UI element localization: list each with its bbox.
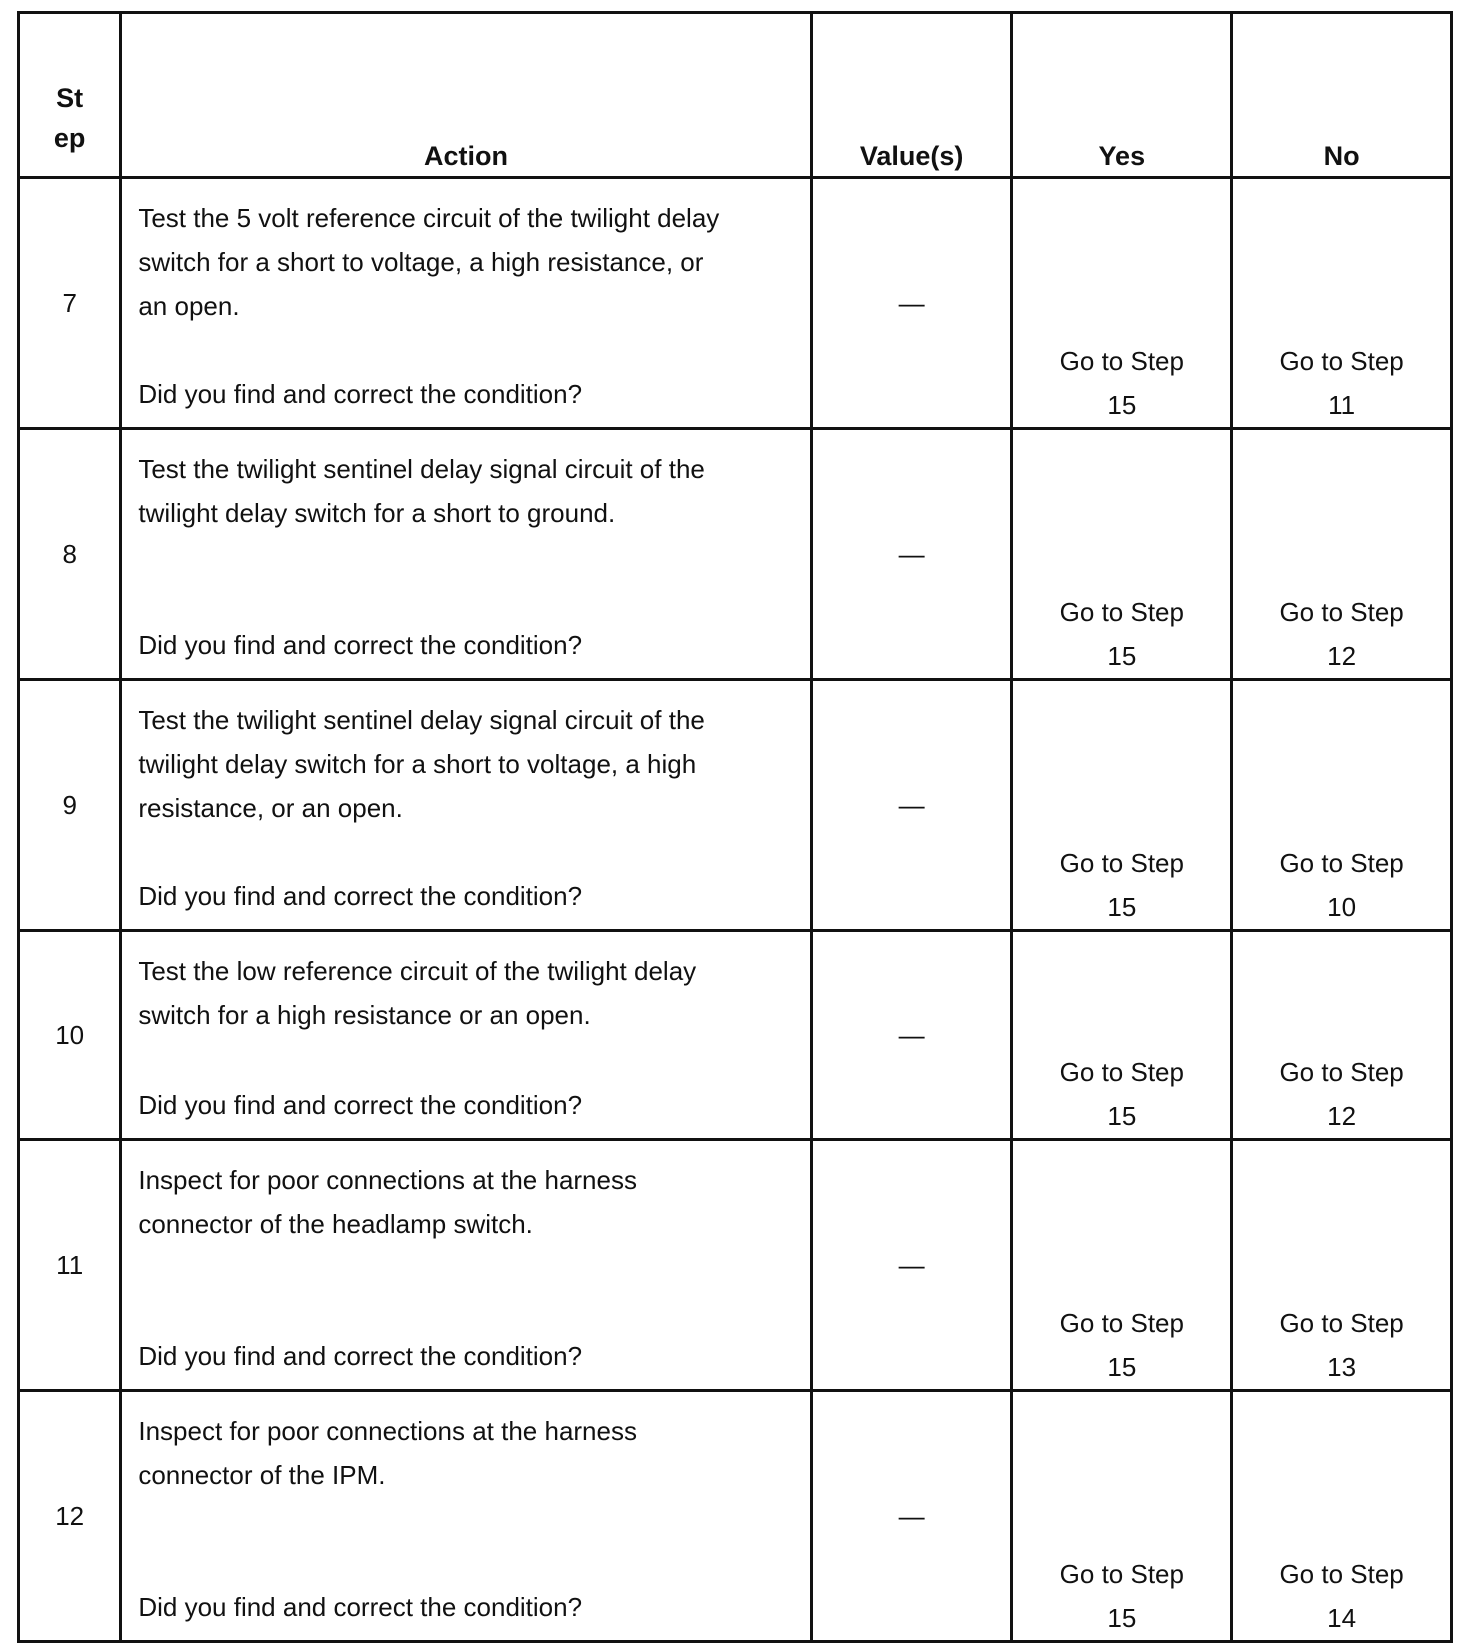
action-instruction: Inspect for poor connections at the harness connector of the headlamp switch. bbox=[138, 1165, 637, 1239]
action-instruction: Inspect for poor connections at the harness connector of the IPM. bbox=[138, 1416, 637, 1490]
action-question: Did you find and correct the condition? bbox=[138, 881, 583, 911]
header-step-line1: St bbox=[56, 83, 84, 113]
yes-label: Go to Step bbox=[1059, 1308, 1184, 1338]
value-cell: — bbox=[811, 429, 1012, 680]
yes-step: 15 bbox=[1107, 892, 1137, 922]
diagnostic-table bbox=[17, 11, 1453, 1643]
action-question: Did you find and correct the condition? bbox=[138, 1090, 583, 1120]
yes-label: Go to Step bbox=[1059, 848, 1184, 878]
no-cell bbox=[1232, 429, 1452, 680]
header-no: No bbox=[1232, 13, 1452, 178]
yes-cell bbox=[1012, 1391, 1232, 1642]
step-number: 7 bbox=[19, 178, 121, 429]
header-action: Action bbox=[121, 13, 811, 178]
action-cell bbox=[121, 429, 811, 680]
action-cell bbox=[121, 1391, 811, 1642]
action-cell bbox=[121, 178, 811, 429]
yes-label: Go to Step bbox=[1059, 597, 1184, 627]
no-cell bbox=[1232, 680, 1452, 931]
header-yes: Yes bbox=[1012, 13, 1232, 178]
no-step: 10 bbox=[1327, 892, 1357, 922]
header-row bbox=[19, 13, 1452, 178]
no-label: Go to Step bbox=[1279, 1559, 1404, 1589]
yes-label: Go to Step bbox=[1059, 1057, 1184, 1087]
yes-cell bbox=[1012, 1140, 1232, 1391]
value-cell: — bbox=[811, 931, 1012, 1140]
yes-cell bbox=[1012, 178, 1232, 429]
value-cell: — bbox=[811, 178, 1012, 429]
no-label: Go to Step bbox=[1279, 1308, 1404, 1338]
header-step bbox=[19, 13, 121, 178]
table-row bbox=[19, 1391, 1452, 1642]
action-question: Did you find and correct the condition? bbox=[138, 630, 583, 660]
action-cell bbox=[121, 1140, 811, 1391]
yes-label: Go to Step bbox=[1059, 346, 1184, 376]
step-number: 11 bbox=[19, 1140, 121, 1391]
no-label: Go to Step bbox=[1279, 346, 1404, 376]
step-number: 12 bbox=[19, 1391, 121, 1642]
value-cell: — bbox=[811, 1391, 1012, 1642]
action-cell bbox=[121, 931, 811, 1140]
table-row bbox=[19, 1140, 1452, 1391]
no-cell bbox=[1232, 178, 1452, 429]
no-step: 12 bbox=[1327, 641, 1357, 671]
yes-step: 15 bbox=[1107, 1603, 1137, 1633]
no-label: Go to Step bbox=[1279, 1057, 1404, 1087]
no-label: Go to Step bbox=[1279, 848, 1404, 878]
action-instruction: Test the low reference circuit of the twilight delay switch for a high resistance or an open. bbox=[138, 956, 697, 1030]
action-cell bbox=[121, 680, 811, 931]
yes-cell bbox=[1012, 429, 1232, 680]
no-step: 12 bbox=[1327, 1101, 1357, 1131]
step-number: 10 bbox=[19, 931, 121, 1140]
table-row bbox=[19, 178, 1452, 429]
action-question: Did you find and correct the condition? bbox=[138, 1341, 583, 1371]
yes-step: 15 bbox=[1107, 1352, 1137, 1382]
value-cell: — bbox=[811, 1140, 1012, 1391]
table-row bbox=[19, 680, 1452, 931]
no-step: 14 bbox=[1327, 1603, 1357, 1633]
table-row bbox=[19, 429, 1452, 680]
no-cell bbox=[1232, 1391, 1452, 1642]
yes-step: 15 bbox=[1107, 1101, 1137, 1131]
header-step-line2: ep bbox=[53, 123, 86, 153]
no-cell bbox=[1232, 1140, 1452, 1391]
step-number: 8 bbox=[19, 429, 121, 680]
table-row bbox=[19, 931, 1452, 1140]
yes-cell bbox=[1012, 931, 1232, 1140]
yes-label: Go to Step bbox=[1059, 1559, 1184, 1589]
action-question: Did you find and correct the condition? bbox=[138, 379, 583, 409]
action-instruction: Test the twilight sentinel delay signal circuit of the twilight delay switch for a short to ground. bbox=[138, 454, 705, 528]
no-label: Go to Step bbox=[1279, 597, 1404, 627]
yes-step: 15 bbox=[1107, 641, 1137, 671]
no-cell bbox=[1232, 931, 1452, 1140]
header-values: Value(s) bbox=[811, 13, 1012, 178]
no-step: 11 bbox=[1328, 390, 1356, 420]
action-question: Did you find and correct the condition? bbox=[138, 1592, 583, 1622]
yes-cell bbox=[1012, 680, 1232, 931]
no-step: 13 bbox=[1327, 1352, 1357, 1382]
action-instruction: Test the twilight sentinel delay signal circuit of the twilight delay switch for a short to voltage, a high resistance, or an open. bbox=[138, 705, 705, 823]
action-instruction: Test the 5 volt reference circuit of the twilight delay switch for a short to voltage, a high resistance, or an open. bbox=[138, 203, 720, 321]
yes-step: 15 bbox=[1107, 390, 1137, 420]
step-number: 9 bbox=[19, 680, 121, 931]
value-cell: — bbox=[811, 680, 1012, 931]
